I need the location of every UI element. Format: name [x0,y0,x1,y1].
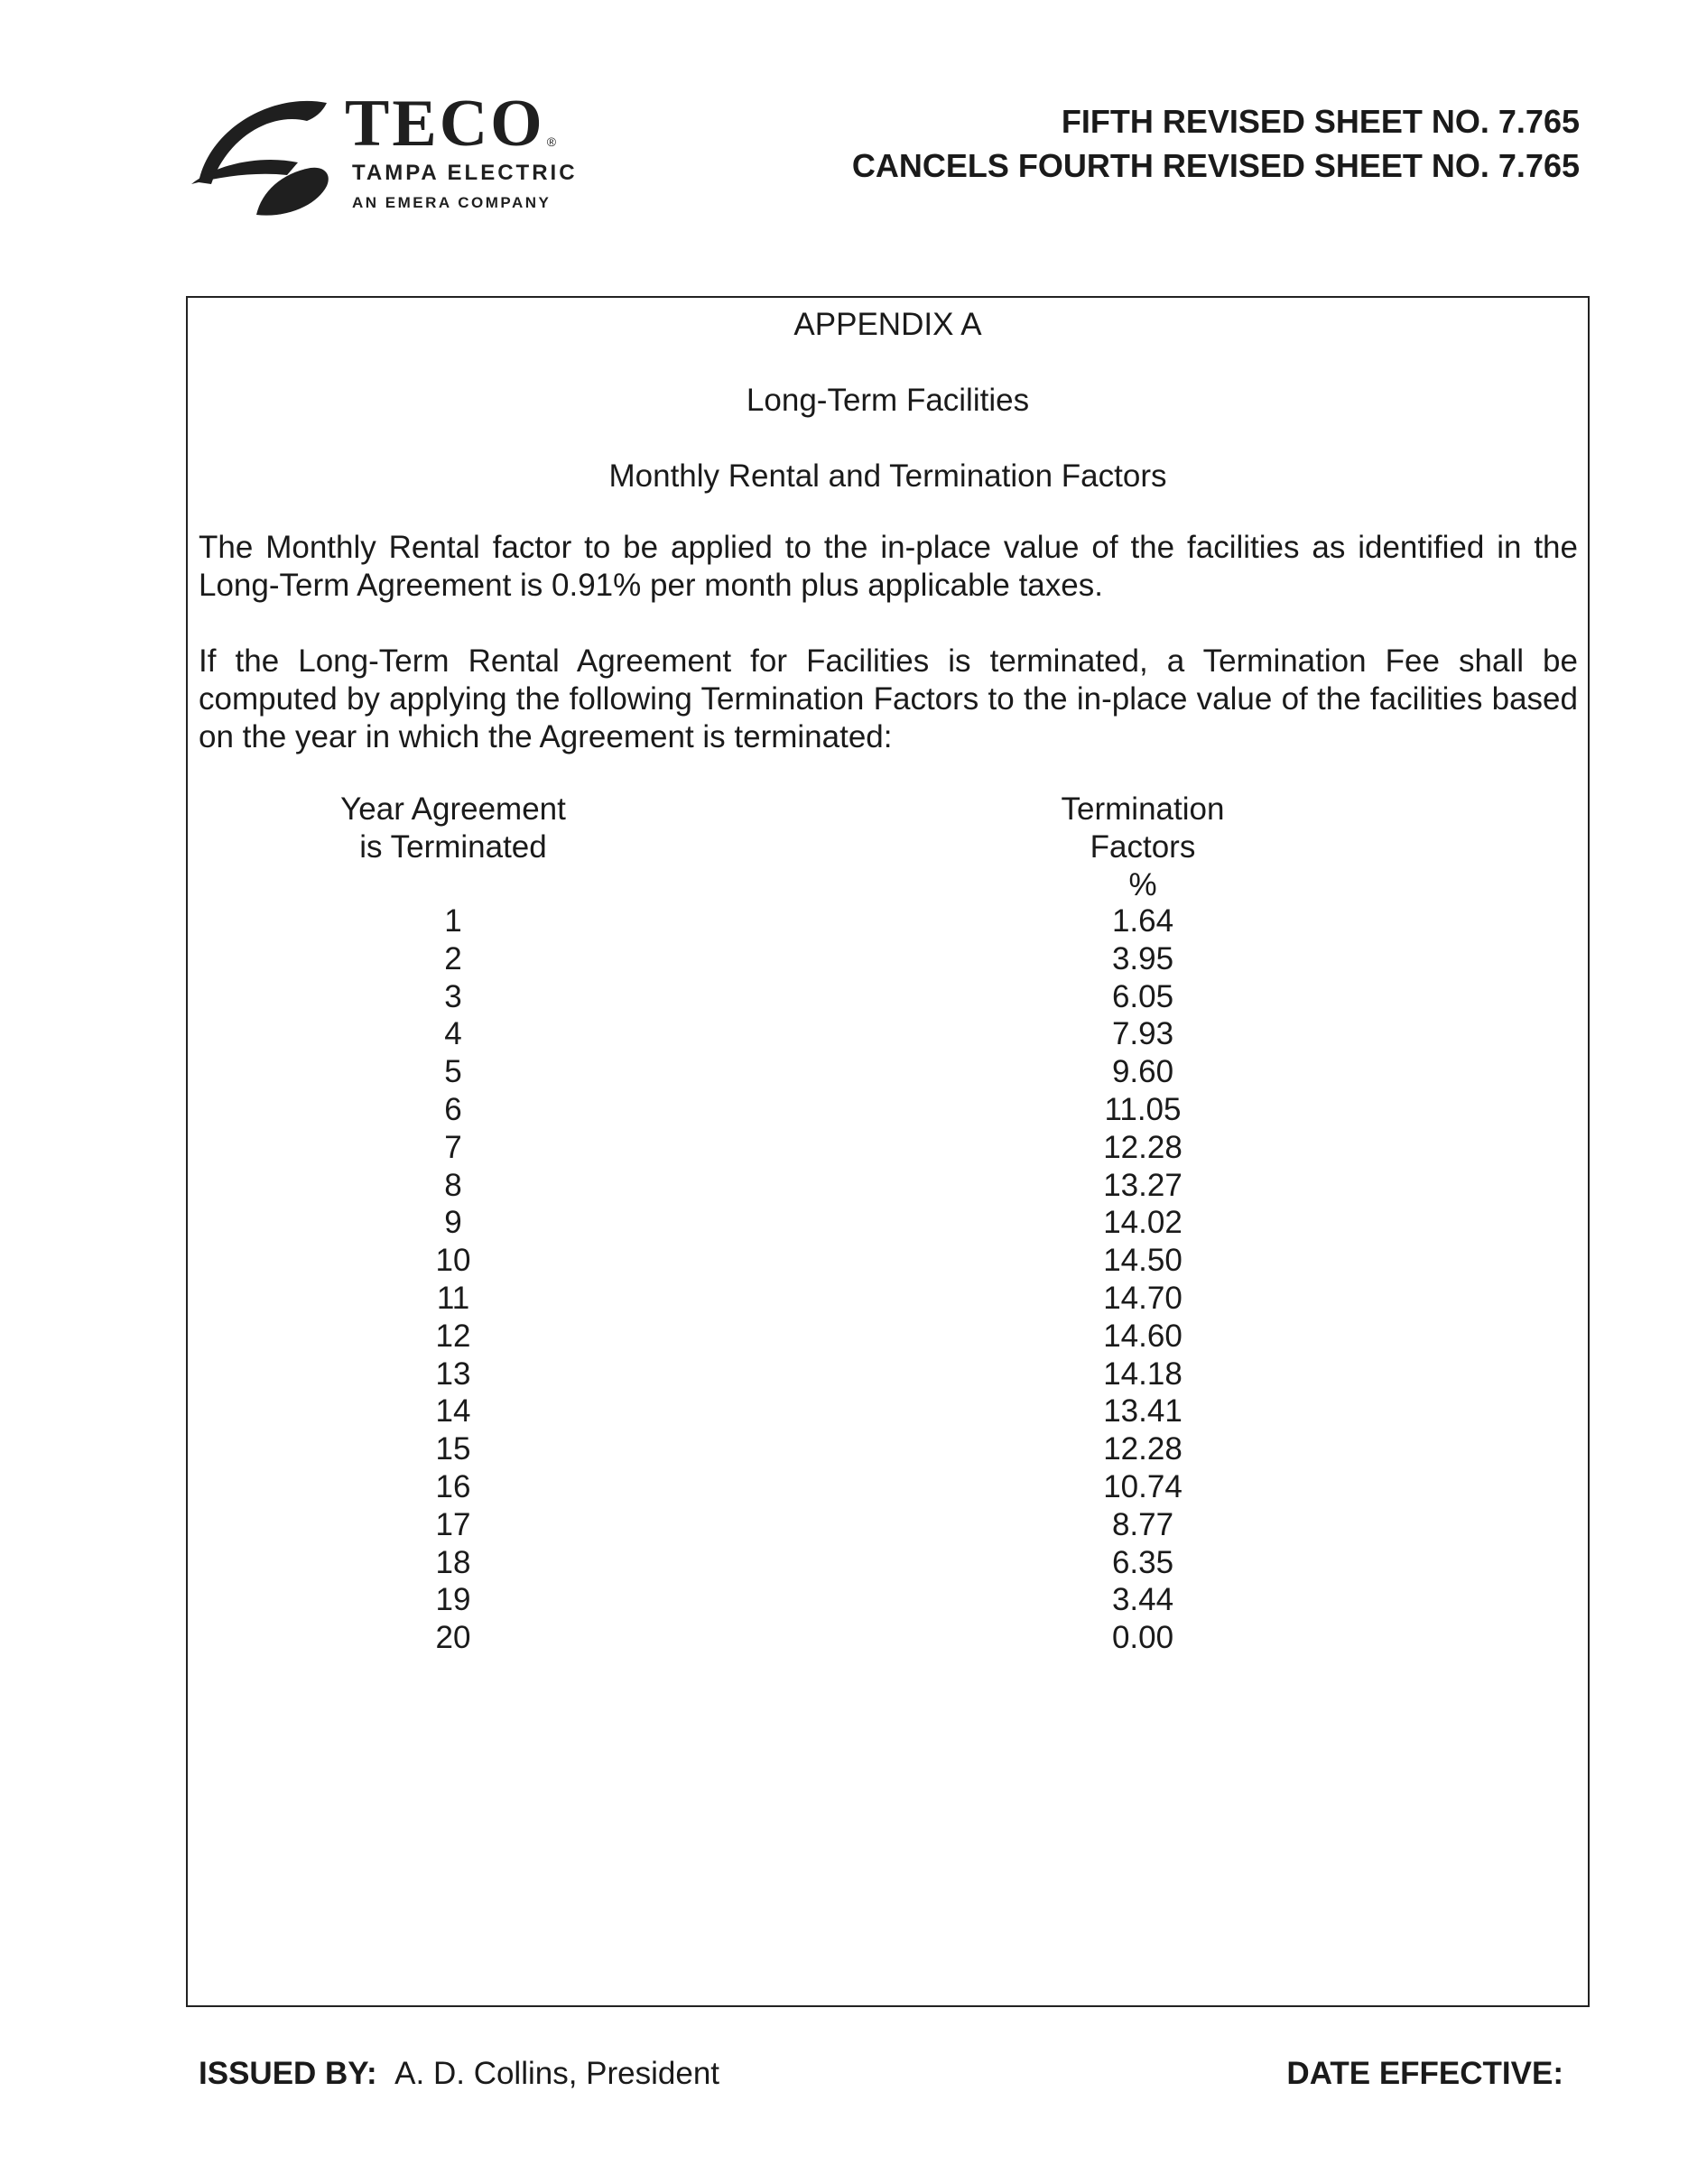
table-cell-factor: 3.95 [1111,940,1174,976]
table-cell-year: 4 [444,1016,462,1052]
table-cell-year: 3 [444,978,462,1014]
table-cell-year: 1 [444,903,462,939]
table-cell-factor: 3.44 [1111,1582,1174,1618]
appendix-box [186,296,1590,2007]
registered-mark: ® [546,134,560,149]
cancels-sheet-number: CANCELS FOURTH REVISED SHEET NO. 7.765 [851,147,1580,184]
termination-fee-paragraph: If the Long-Term Rental Agreement for Facilities is terminated, a Termination Fee shall be computed by applying the following Termination Factors to the in-place value of the facilities based on the year in which the Agreement is terminated: [199,643,1578,754]
table-cell-factor: 1.64 [1111,903,1174,939]
brand-name: TECO ® [345,87,560,161]
sheet-number: FIFTH REVISED SHEET NO. 7.765 [1061,103,1580,140]
table-cell-factor: 14.70 [1103,1280,1183,1316]
table-cell-factor: 11.05 [1104,1091,1182,1127]
monthly-rental-paragraph: The Monthly Rental factor to be applied to the in-place value of the facilities as identified in the Long-Term Agreement is 0.91% per month plus applicable taxes. [199,530,1578,603]
table-cell-factor: 10.74 [1103,1468,1183,1504]
table-cell-year: 20 [435,1620,471,1656]
table-cell-year: 11 [436,1280,470,1316]
issued-by-label: ISSUED BY: [199,2056,377,2091]
table-cell-factor: 7.93 [1111,1016,1174,1052]
table-cell-factor: 6.35 [1111,1544,1174,1580]
table-cell-factor: 6.05 [1111,978,1174,1014]
table-cell-year: 6 [444,1091,462,1127]
document-title: Long-Term Facilities [746,383,1030,418]
table-cell-factor: 14.60 [1103,1318,1183,1354]
year-column [273,902,634,1657]
appendix-heading: APPENDIX A [793,307,982,342]
table-cell-year: 5 [444,1054,462,1090]
table-cell-factor: 8.77 [1111,1506,1174,1542]
table-cell-year: 12 [435,1318,471,1354]
table-cell-year: 10 [435,1243,471,1279]
table-cell-year: 9 [444,1205,462,1241]
teco-swoosh-icon [191,92,336,218]
document-subtitle: Monthly Rental and Termination Factors [608,458,1167,494]
table-cell-factor: 14.50 [1103,1243,1183,1279]
table-cell-year: 7 [444,1129,462,1165]
table-cell-year: 8 [444,1167,462,1203]
year-column-header: Year Agreement is Terminated [340,791,566,865]
table-cell-year: 14 [435,1393,471,1430]
table-cell-factor: 12.28 [1103,1129,1183,1165]
sheet-header [852,99,1580,188]
table-cell-year: 18 [435,1544,471,1580]
date-effective-label: DATE EFFECTIVE: [1286,2056,1563,2091]
table-cell-factor: 14.18 [1103,1356,1183,1392]
brand-subtitle: TAMPA ELECTRIC [352,161,578,185]
table-cell-year: 2 [444,940,462,976]
issued-by [199,2056,719,2092]
table-cell-factor: 13.27 [1103,1167,1183,1203]
issued-by-value: A. D. Collins, President [394,2056,720,2091]
table-cell-factor: 14.02 [1103,1205,1183,1241]
table-cell-year: 15 [435,1431,471,1467]
factor-column-header: Termination Factors % [1061,791,1225,902]
brand-tagline: AN EMERA COMPANY [352,194,552,211]
table-cell-factor: 13.41 [1103,1393,1183,1430]
table-cell-factor: 12.28 [1103,1431,1183,1467]
table-cell-factor: 0.00 [1111,1620,1174,1656]
table-cell-year: 19 [435,1582,471,1618]
table-cell-year: 17 [435,1506,471,1542]
company-logo [191,87,679,221]
factor-column [962,902,1323,1657]
table-cell-year: 13 [435,1356,471,1392]
table-cell-factor: 9.60 [1111,1054,1174,1090]
table-cell-year: 16 [435,1468,471,1504]
